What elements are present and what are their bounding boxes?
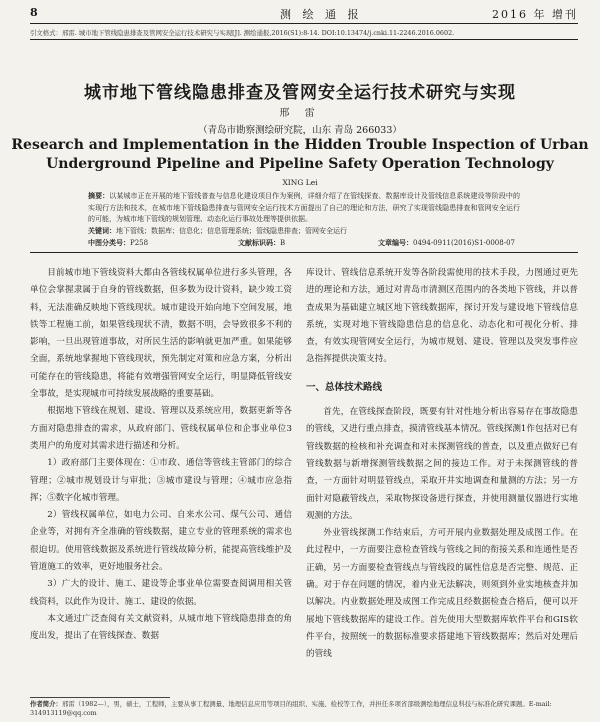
body-paragraph: 库设计、管线信息系统开发等各阶段需使用的技术手段，力图通过更先进的理论和方法，通过对青岛市清测区范围内的各类地下管线，并以普查成果为基础建立城区地下管线数据库，探讨开发与建设地下管线信息系统，实现对地下管线隐患信息的信息化、动态化和可视化分析、排查，有效实现管网安全运行，为城市规划、建设、管理以及突发事件应急指挥提供决策支持。	[306, 268, 578, 365]
body-paragraph: 目前城市地下管线资料大都由各管线权属单位进行多头管理，各单位会掌握隶属于自身的管线数据，但多数为设计资料，缺少竣工资料，无法准确反映地下管线现状。城市建设开始向地下空间发展，地铁等工程施工前，如果管线现状不清，数据不明，会导致很多不利的影响，一旦出现管道事故，对所民生活的影响就更加严重。如果能够全面，系统地掌握地下管线现状，预先制定对策和应急方案，分析出可能存在的管线隐患，将能有效增强管网安全运行，明显降低管线安全事故，是实现城市可持续发展战略的重要基础。	[30, 268, 292, 400]
abstract-label: 摘要：	[88, 191, 110, 200]
article-label: 文章编号：	[378, 238, 413, 247]
keywords-text: 地下管线；数据库；信息化；信息管理系统；管线隐患排查；管网安全运行	[116, 227, 347, 235]
journal-name: 测 绘 通 报	[280, 8, 363, 21]
keywords	[88, 226, 520, 236]
citation-format: 引文格式：邢雷. 城市地下管线隐患排查及管网安全运行技术研究与实现[J]. 测绘通报,2016(S1):8-14. DOI:10.13474/j.cnki.11-2246.2016.0602.	[30, 29, 455, 37]
abstract-text: 以某城市正在开展的地下管线普查与信息化建设项目作为案例，详细介绍了在管线探查、数据库设计及管线信息系统建设等阶段中的实现行方法和技术，在城市地下管线隐患排查与管网安全运行技术方面提出了自己的理论和方法，研究了实现管线隐患排查和管网安全运行的可能，为城市地下管线的规划管理、动态化运行事故处理等提供依据。	[88, 192, 520, 223]
clc-label: 中图分类号：	[88, 238, 130, 247]
clc-value: P258	[130, 239, 149, 247]
document-code	[238, 238, 285, 248]
author-en: XING Lei	[282, 178, 318, 187]
body-paragraph: 本文通过广泛查阅有关文献资料，从城市地下管线隐患排查的角度出发，提出了在管线探查、数据	[30, 613, 292, 642]
article-title-cn: 城市地下管线隐患排查及管网安全运行技术研究与实现	[84, 83, 516, 103]
citation-rule	[30, 39, 578, 40]
footnote-rule	[30, 697, 170, 698]
body-paragraph: 根据地下管线在规划、建设、管理以及系统应用，数据更新等各方面对隐患排查的需求，从政府部门、管线权属单位和企事业单位3类用户的角度对其需求进行描述和分析。	[30, 406, 292, 451]
author-footnote	[30, 700, 578, 717]
footnote-text: 邢雷（1982—），男，硕士，工程师，主要从事工程测量、地理信息应用等项目的组织、实施、检校等工作，并担任多项省部级测绘地理信息科技与标准化研究课题。E-mail: 314913119@qq.com	[30, 700, 552, 717]
right-column	[306, 265, 578, 664]
title-en-line-2: Underground Pipeline and Pipeline Safety Operation Technology	[46, 156, 554, 172]
abstract-rule	[30, 252, 578, 253]
body-paragraph: 2）管线权属单位，如电力公司、自来水公司、煤气公司、通信企业等，对拥有齐全准确的管线数据，建立专业的管理系统的需求也很迫切。使用管线数据及系统进行管线故障分析，能提高管线维护及管道施工的效率，更好地服务社会。	[30, 510, 292, 573]
footnote-label: 作者简介：	[30, 700, 62, 708]
abstract	[88, 190, 520, 226]
article-title-en	[0, 136, 600, 174]
body-paragraph: 1）政府部门主要体现在：①市政、通信等管线主管部门的综合管理；②城市规划设计与审批；③城市建设与管理；④城市应急指挥；⑤数字化城市管理。	[30, 458, 292, 503]
clc-number	[88, 238, 148, 248]
section-heading: 一、总体技术路线	[306, 381, 383, 393]
doc-label: 文献标识码：	[238, 238, 280, 247]
body-paragraph: 3）广大的设计、施工、建设等企事业单位需要查阅调用相关管线资料，以此作为设计、施工、建设的依据。	[30, 579, 292, 607]
left-column	[30, 265, 292, 646]
keywords-label: 关键词：	[88, 226, 116, 235]
affiliation-cn: （青岛市勘察测绘研究院，山东 青岛 266033）	[198, 125, 402, 136]
header-rule	[30, 23, 578, 24]
page-number: 8	[30, 6, 38, 19]
body-paragraph: 外业管线探测工作结束后，方可开展内业数据处理及成图工作。在此过程中，一方面要注意检查管线与管线之间的衔接关系和连通性是否正确，另一方面要检查管线点与管线段的属性信息是否完整、规范、正确。对于存在问题的情况，着内业无法解决，则须到外业实地核查并加以解决。内业数据处理及成图工作完成且经数据检查合格后，便可以开展地下管线数据库的建设工作。首先使用大型数据库软件平台和GIS软件平台，按照统一的数据标准要求搭建地下管线数据库；然后对处理后的管线	[306, 528, 578, 660]
running-header	[30, 6, 578, 22]
author-cn: 邢 雷	[279, 108, 321, 119]
article-number	[378, 238, 515, 248]
year-issue: 2016 年 增刊	[492, 8, 578, 21]
title-en-line-1: Research and Implementation in the Hidden Trouble Inspection of Urban	[11, 137, 589, 153]
doc-value: B	[280, 239, 286, 247]
classification-line	[88, 238, 520, 249]
body-paragraph: 首先，在管线探查阶段，既要有针对性地分析出容易存在事故隐患的管线，又进行重点排查，摸清管线基本情况。管线探测1作包括对已有管线数据的检核和补充调查和对未探测管线的普查，以及重点做好已有管线数据与新增探测管线数据之间的接边工作。对于未探测管线的普查，一方面针对明显管线点，采取开井实地调查和量测的方法；另一方面针对隐蔽管线点，采取物探设备进行探查，并使用测量仪器进行实地观测的方法。	[306, 407, 578, 521]
article-value: 0494-0911(2016)S1-0008-07	[413, 239, 515, 247]
